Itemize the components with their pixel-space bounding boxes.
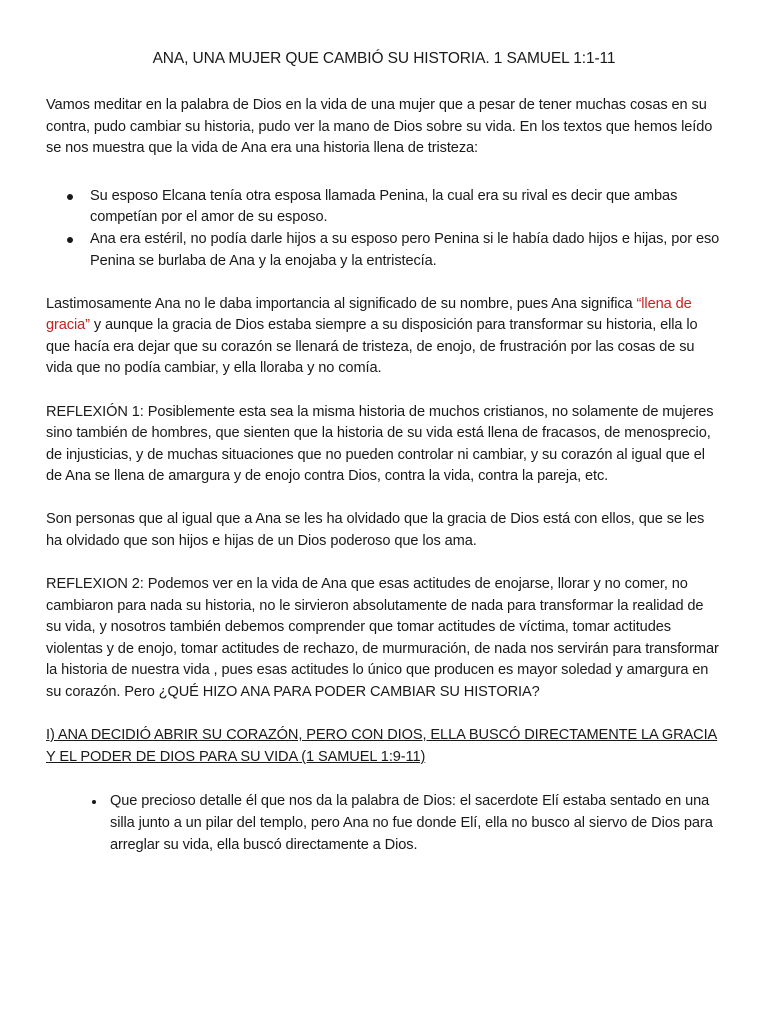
name-meaning-paragraph bbox=[46, 294, 722, 380]
bullet-list-detail bbox=[46, 791, 722, 856]
list-item: Su esposo Elcana tenía otra esposa llamada Penina, la cual era su rival es decir que ambas competían por el amor de su esposo. bbox=[46, 186, 722, 229]
list-item: Ana era estéril, no podía darle hijos a su esposo pero Penina si le había dado hijos e hijas, por eso Penina se burlaba de Ana y la enojaba y la entristecía. bbox=[46, 229, 722, 272]
name-meaning-text-before: Lastimosamente Ana no le daba importancia al significado de su nombre, pues Ana significa bbox=[46, 295, 637, 312]
name-meaning-highlight: “llena de gracia” bbox=[46, 295, 692, 334]
intro-paragraph: Vamos meditar en la palabra de Dios en la vida de una mujer que a pesar de tener muchas cosas en su contra, pudo cambiar su historia, pudo ver la mano de Dios sobre su vida. En los textos que hemos leído se nos muestra que la vida de Ana era una historia llena de tristeza: bbox=[46, 97, 713, 157]
section-heading-1: I) ANA DECIDIÓ ABRIR SU CORAZÓN, PERO CON DIOS, ELLA BUSCÓ DIRECTAMENTE LA GRACIA Y EL PODER DE DIOS PARA SU VIDA (1 SAMUEL 1:9-11) bbox=[46, 727, 718, 765]
people-paragraph: Son personas que al igual que a Ana se les ha olvidado que la gracia de Dios está con ellos, que se les ha olvidado que son hijos e hijas de un Dios poderoso que los ama. bbox=[46, 511, 705, 549]
document-title: ANA, UNA MUJER QUE CAMBIÓ SU HISTORIA. 1 SAMUEL 1:1-11 bbox=[152, 50, 616, 67]
bullet-list-ana-situation bbox=[46, 186, 722, 272]
reflection-2-paragraph: REFLEXION 2: Podemos ver en la vida de Ana que esas actitudes de enojarse, llorar y no comer, no cambiaron para nada su historia, no le sirvieron absolutamente de nada para transformar la realidad de su vida, y nosotros también debemos comprender que tomar actitudes de víctima, tomar actitudes violentas y de enojo, tomar actitudes de rechazo, de murmuración, de nada nos servirán para transformar la historia de nuestra vida , pues esas actitudes lo único que producen es mayor soledad y amargura en su corazón. Pero ¿QUÉ HIZO ANA PARA PODER CAMBIAR SU HISTORIA? bbox=[46, 576, 719, 701]
reflection-1-paragraph: REFLEXIÓN 1: Posiblemente esta sea la misma historia de muchos cristianos, no solamente de mujeres sino también de hombres, que sienten que la historia de su vida está llena de fracasos, de menosprecio, de injusticias, y de muchas situaciones que no pueden controlar ni cambiar, y su corazón al igual que el de Ana se llena de amargura y de enojo contra Dios, contra la vida, contra la pareja, etc. bbox=[46, 403, 714, 485]
list-item: Que precioso detalle él que nos da la palabra de Dios: el sacerdote Elí estaba sentado en una silla junto a un pilar del templo, pero Ana no fue donde Elí, ella no busco al siervo de Dios para arreglar su vida, ella buscó directamente a Dios. bbox=[46, 791, 722, 856]
name-meaning-text-after: y aunque la gracia de Dios estaba siempre a su disposición para transformar su historia, ella lo que hacía era dejar que su corazón se llenará de tristeza, de enojo, de frustración por las cosas de su vida que no podía cambiar, y ella lloraba y no comía. bbox=[46, 317, 698, 377]
